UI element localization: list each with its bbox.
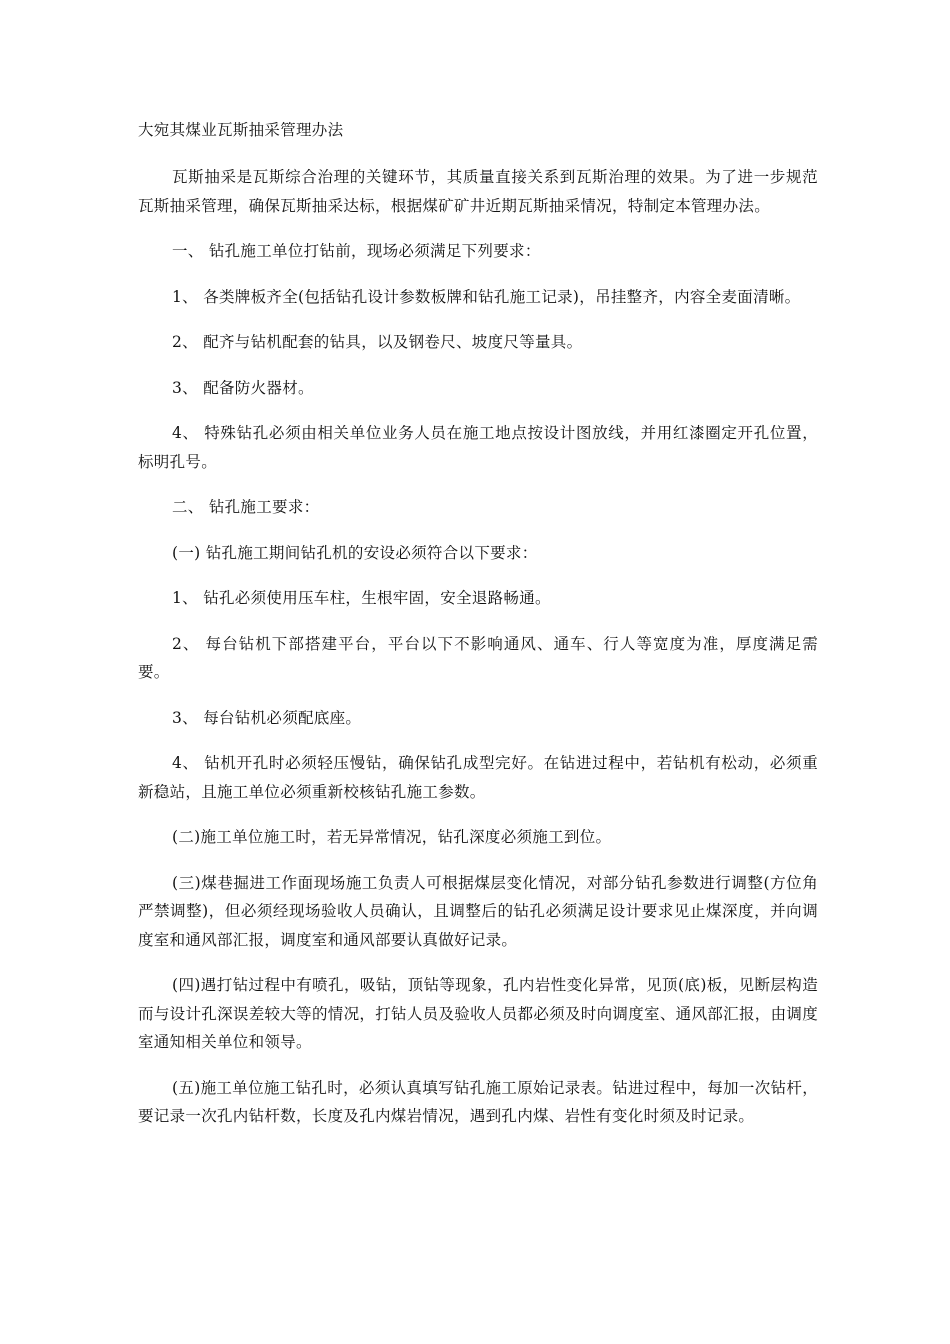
subsection-paragraph: (二)施工单位施工时，若无异常情况，钻孔深度必须施工到位。 <box>172 828 612 846</box>
list-item: 4、 特殊钻孔必须由相关单位业务人员在施工地点按设计图放线，并用红漆圈定开孔位置，标明孔号。 <box>138 424 818 471</box>
list-item: 2、 配齐与钻机配套的钻具，以及钢卷尺、坡度尺等量具。 <box>172 333 583 351</box>
list-item: 1、 各类牌板齐全(包括钻孔设计参数板牌和钻孔施工记录)，吊挂整齐，内容全麦面清晰。 <box>172 287 801 306</box>
subsection-heading: (一) 钻孔施工期间钻孔机的安设必须符合以下要求： <box>172 543 538 562</box>
paragraph-intro: 瓦斯抽采是瓦斯综合治理的关键环节，其质量直接关系到瓦斯治理的效果。为了进一步规范瓦斯抽采管理，确保瓦斯抽采达标，根据煤矿矿井近期瓦斯抽采情况，特制定本管理办法。 <box>138 168 818 215</box>
section-heading-1: 一、 钻孔施工单位打钻前，现场必须满足下列要求： <box>172 242 541 260</box>
list-item: 1、 钻孔必须使用压车柱，生根牢固，安全退路畅通。 <box>172 589 551 607</box>
document-title: 大宛其煤业瓦斯抽采管理办法 <box>138 121 344 139</box>
subsection-paragraph: (五)施工单位施工钻孔时，必须认真填写钻孔施工原始记录表。钻进过程中，每加一次钻杆，要记录一次孔内钻杆数，长度及孔内煤岩情况，遇到孔内煤、岩性有变化时须及时记录。 <box>138 1078 818 1125</box>
list-item: 4、 钻机开孔时必须轻压慢钻，确保钻孔成型完好。在钻进过程中，若钻机有松动，必须重新稳站，且施工单位必须重新校核钻孔施工参数。 <box>138 754 818 801</box>
list-item: 3、 配备防火器材。 <box>172 378 314 397</box>
section-heading-2: 二、 钻孔施工要求： <box>172 498 320 516</box>
document-body <box>138 118 818 1148</box>
list-item: 3、 每台钻机必须配底座。 <box>172 708 362 727</box>
subsection-paragraph: (四)遇打钻过程中有喷孔，吸钻，顶钻等现象，孔内岩性变化异常，见顶(底)板，见断层构造而与设计孔深误差较大等的情况，打钻人员及验收人员都必须及时向调度室、通风部汇报，由调度室通知相关单位和领导。 <box>138 976 818 1051</box>
list-item: 2、 每台钻机下部搭建平台，平台以下不影响通风、通车、行人等宽度为准，厚度满足需要。 <box>138 634 818 681</box>
subsection-paragraph: (三)煤巷掘进工作面现场施工负责人可根据煤层变化情况，对部分钻孔参数进行调整(方位角严禁调整)，但必须经现场验收人员确认，且调整后的钻孔必须满足设计要求见止煤深度，并向调度室和通风部汇报，调度室和通风部要认真做好记录。 <box>138 873 818 949</box>
